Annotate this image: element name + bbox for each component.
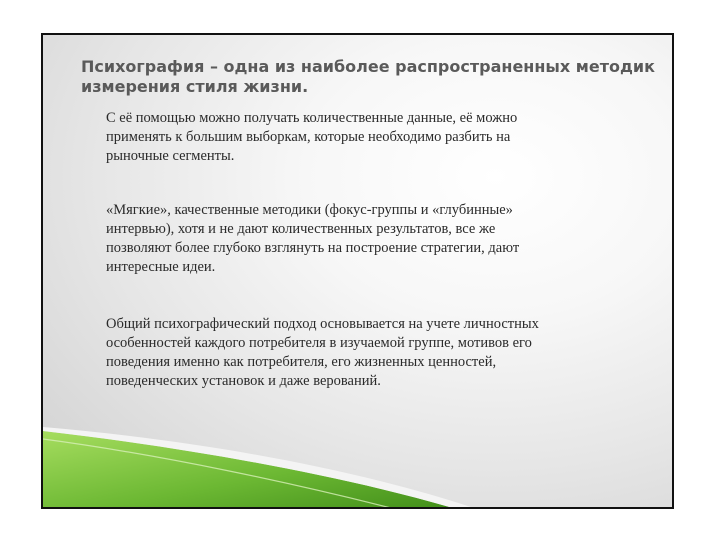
paragraph-quantitative: С её помощью можно получать количественные данные, её можно применять к большим выборкам, которые необходимо разбить на рыночные сегменты. — [106, 110, 518, 164]
slide — [41, 33, 674, 509]
paragraph-qualitative: «Мягкие», качественные методики (фокус-группы и «глубинные» интервью), хотя и не дают количественных результатов, все же позволяют более глубоко взглянуть на построение стратегии, дают интересные идеи. — [106, 202, 520, 275]
slide-title: Психография – одна из наиболее распространенных методик измерения стиля жизни. — [81, 57, 655, 96]
paragraph-general-approach: Общий психографический подход основывается на учете личностных особенностей каждого потребителя в изучаемой группе, мотивов его поведения именно как потребителя, его жизненных ценностей, поведенческих установок и даже верований. — [106, 316, 539, 389]
slide-body — [106, 109, 646, 391]
